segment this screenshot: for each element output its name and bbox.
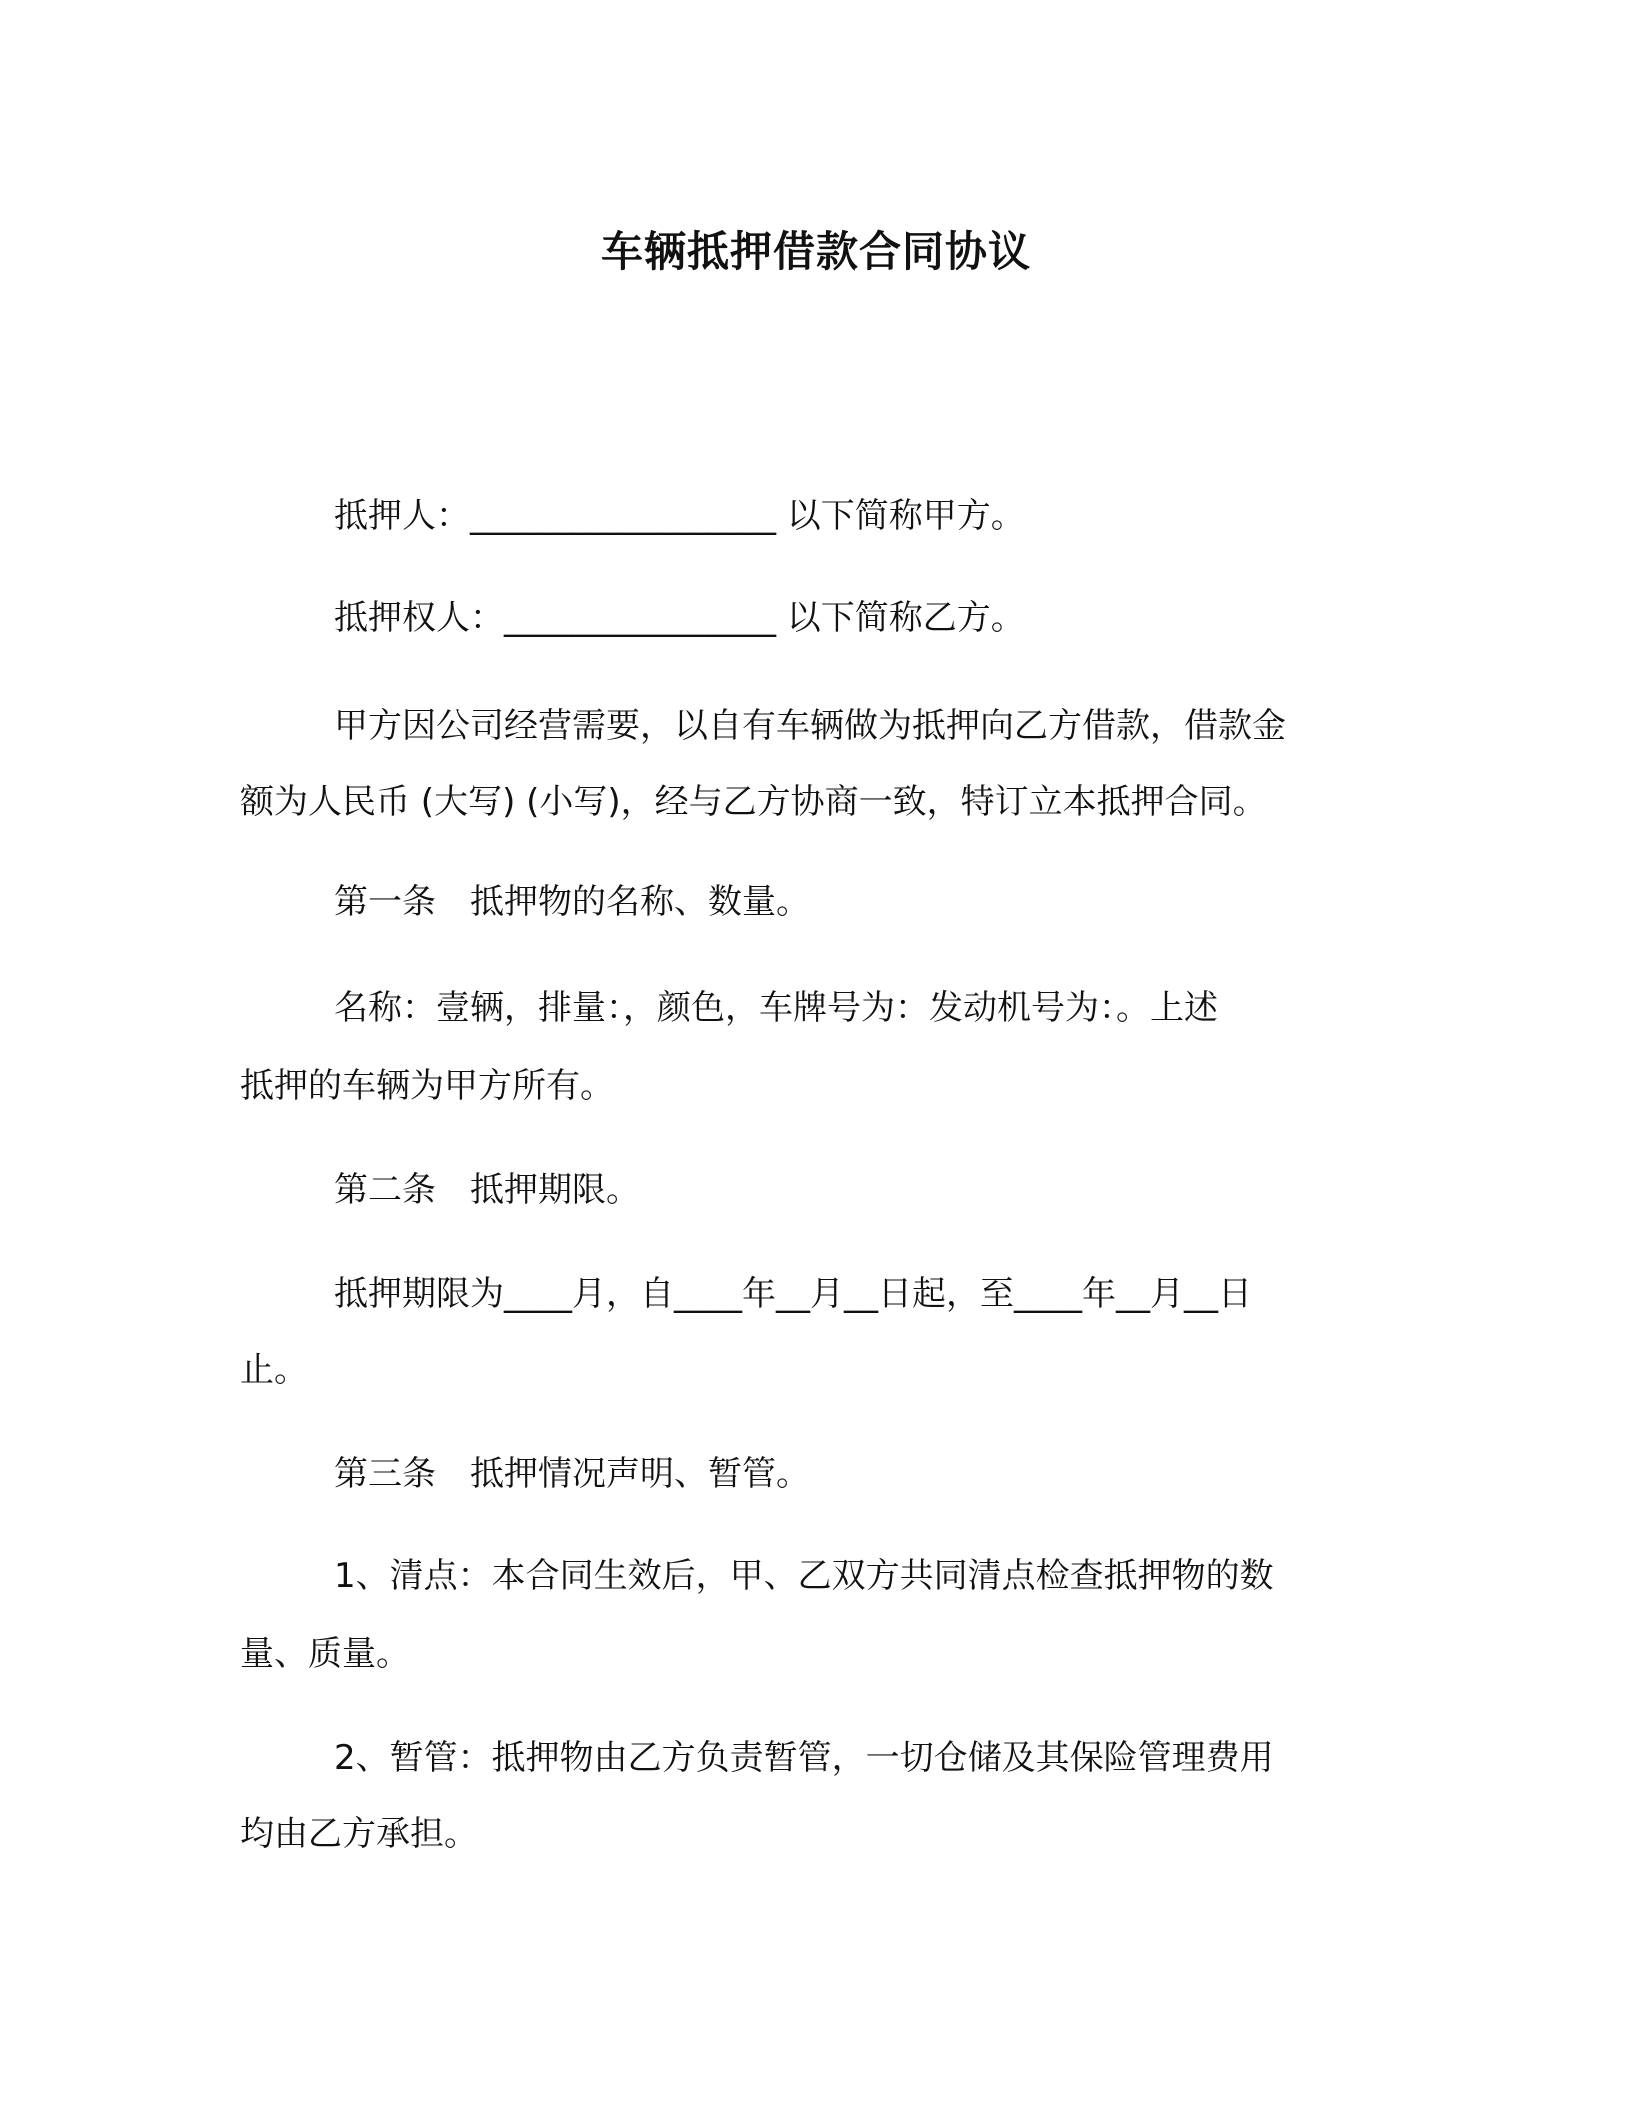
article-2-paragraph-line-2: 止。 — [240, 1350, 308, 1390]
article-2-heading — [334, 1164, 1474, 1216]
article-3-label: 第三条 — [334, 1454, 436, 1494]
article-2-text: 抵押期限。 — [470, 1170, 640, 1210]
article-1-heading — [334, 876, 1474, 928]
article-1-paragraph-line-2: 抵押的车辆为甲方所有。 — [240, 1066, 614, 1106]
intro-paragraph-line-1: 甲方因公司经营需要，以自有车辆做为抵押向乙方借款，借款金 — [334, 706, 1286, 746]
article-1-paragraph-line-1: 名称：壹辆，排量：，颜色，车牌号为：发动机号为：。上述 — [334, 988, 1218, 1028]
article-3-heading — [334, 1448, 1474, 1500]
article-3-text: 抵押情况声明、暂管。 — [470, 1454, 810, 1494]
document-title: 车辆抵押借款合同协议 — [600, 227, 1031, 276]
article-1-label: 第一条 — [334, 882, 436, 922]
article-2-label: 第二条 — [334, 1170, 436, 1210]
article-2-paragraph-line-1: 抵押期限为____月，自____年__月__日起，至____年__月__日 — [334, 1274, 1252, 1314]
clause-1-line-1: 1、清点：本合同生效后，甲、乙双方共同清点检查抵押物的数 — [334, 1556, 1274, 1596]
mortgagee-line: 抵押权人：________________ 以下简称乙方。 — [334, 598, 1025, 638]
clause-2-line-2: 均由乙方承担。 — [240, 1814, 478, 1854]
clause-2-line-1: 2、暂管：抵押物由乙方负责暂管，一切仓储及其保险管理费用 — [334, 1738, 1274, 1778]
intro-paragraph-line-2: 额为人民币 (大写) (小写)，经与乙方协商一致，特订立本抵押合同。 — [240, 782, 1267, 822]
mortgagor-line: 抵押人：__________________ 以下简称甲方。 — [334, 496, 1025, 536]
clause-1-line-2: 量、质量。 — [240, 1634, 410, 1674]
article-1-text: 抵押物的名称、数量。 — [470, 882, 810, 922]
